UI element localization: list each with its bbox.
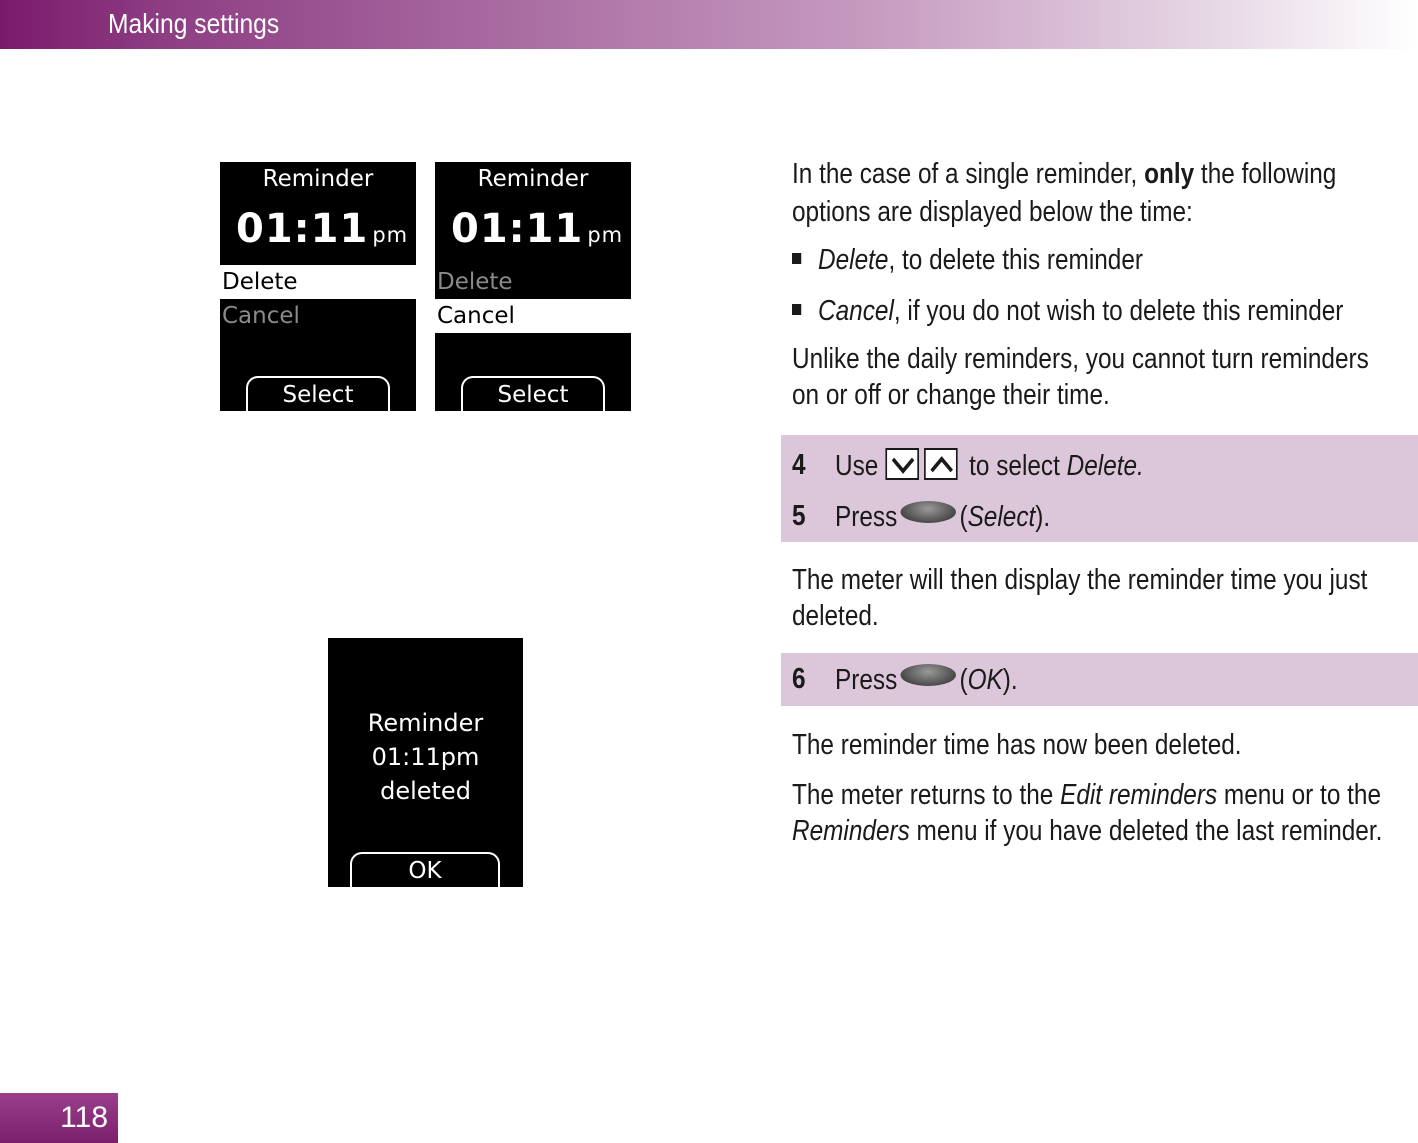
meter-display-line-2: deleted. (792, 600, 879, 632)
intro-paragraph-line-1: In the case of a single reminder, only the following (792, 158, 1337, 190)
screen-time: 01:11 pm (236, 206, 409, 252)
step-5-text: Press (Select). (835, 501, 1051, 533)
screen-title: Reminder (477, 166, 589, 192)
bullet-square-icon (792, 304, 801, 315)
screen-time: 01:11 pm (451, 206, 624, 252)
header-bar (0, 0, 1418, 49)
unlike-paragraph-line-2: on or off or change their time. (792, 379, 1110, 411)
down-arrow-key-icon (885, 448, 919, 480)
meter-screen-deleted (328, 638, 523, 887)
bullet-square-icon (792, 253, 801, 264)
message-line-2: 01:11pm (371, 743, 480, 771)
returns-paragraph-line-1: The meter returns to the Edit reminders menu or to the (792, 779, 1381, 811)
screen-title: Reminder (262, 166, 374, 192)
select-key-icon (901, 501, 956, 523)
message-line-1: Reminder (367, 709, 484, 737)
select-button[interactable]: Select (246, 376, 390, 411)
meter-screen-cancel-selected (435, 162, 631, 411)
deleted-confirmation-text: The reminder time has now been deleted. (792, 729, 1242, 761)
step-4-text: Use to select Delete. (835, 450, 1144, 482)
bullet-cancel: Cancel, if you do not wish to delete this reminder (792, 293, 1343, 329)
option-cancel[interactable]: Cancel (435, 299, 631, 333)
select-button[interactable]: Select (461, 376, 605, 411)
up-arrow-key-icon (924, 448, 958, 480)
page-number-tab (0, 1093, 118, 1143)
message-line-3: deleted (380, 777, 471, 805)
page-number: 118 (60, 1101, 108, 1134)
intro-paragraph-line-2: options are displayed below the time: (792, 196, 1193, 228)
meter-screen-delete-selected (220, 162, 416, 411)
ok-button[interactable]: OK (350, 852, 500, 887)
section-title: Making settings (108, 8, 280, 39)
returns-paragraph-line-2: Reminders menu if you have deleted the last reminder. (792, 815, 1383, 847)
option-cancel[interactable]: Cancel (222, 303, 300, 329)
option-delete[interactable]: Delete (220, 265, 416, 299)
step-4-number: 4 (792, 449, 806, 481)
step-6-number: 6 (792, 663, 806, 695)
meter-display-line-1: The meter will then display the reminder time you just (792, 564, 1368, 596)
ok-key-icon (901, 664, 956, 686)
option-delete[interactable]: Delete (437, 269, 513, 295)
step-6-text: Press (OK). (835, 664, 1018, 696)
unlike-paragraph-line-1: Unlike the daily reminders, you cannot turn reminders (792, 343, 1369, 375)
bullet-delete: Delete, to delete this reminder (792, 242, 1143, 278)
step-5-number: 5 (792, 500, 806, 532)
